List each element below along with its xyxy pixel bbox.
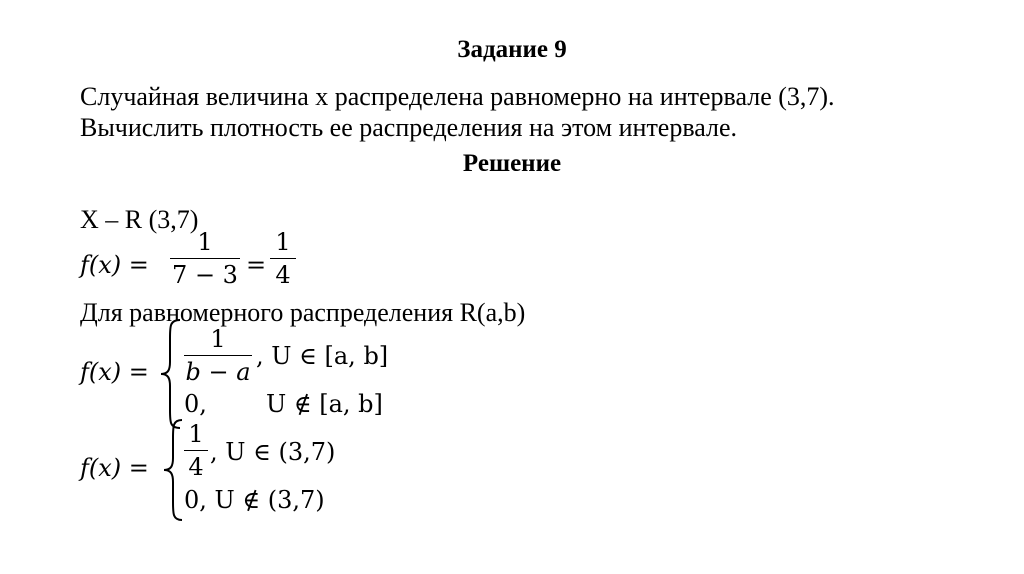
formula3-case1-denominator: 4 [188,453,204,481]
problem-line-2: Вычислить плотность ее распределения на этом интервале. [80,113,738,142]
solution-heading: Решение [462,150,562,177]
given-distribution: X – R (3,7) [80,205,199,234]
general-label: Для равномерного распределения R(a,b) [80,298,526,327]
task-title: Задание 9 [457,36,567,63]
formula3-case1-numerator: 1 [188,420,204,448]
formula2-case1-condition: , U ∈ [a, b] [256,342,389,370]
formula2-lhs: f(x) = [80,358,149,386]
formula1-equals: = [246,251,267,279]
formula2-left-brace [158,318,184,430]
formula1-bar [170,258,240,259]
formula2-case2-value: 0, [184,390,207,418]
formula1-lhs: f(x) = [80,251,149,279]
formula1-result-numerator: 1 [275,228,291,256]
problem-line-1: Случайная величина х распределена равномерно на интервале (3,7). [80,82,835,111]
formula1-fraction [170,228,240,289]
formula1-numerator: 1 [197,228,213,256]
formula1-result-bar [270,258,296,259]
formula2-case1-fraction [184,325,252,386]
formula3-left-brace [160,418,186,522]
formula3-case2: 0, U ∉ (3,7) [184,486,325,514]
formula2-case1-bar [184,355,252,356]
formula3-case1-condition: , U ∈ (3,7) [210,438,336,466]
formula2-case1-numerator: 1 [210,325,226,353]
formula3-lhs: f(x) = [80,454,149,482]
formula2-case2-condition: U ∉ [a, b] [266,390,383,418]
formula1-result [270,228,296,289]
formula3-case1-fraction [184,420,208,481]
formula2-case1-denominator: b − a [185,358,251,386]
formula1-result-denominator: 4 [275,261,291,289]
formula3-case1-bar [184,450,208,451]
formula1-denominator: 7 − 3 [172,261,238,289]
